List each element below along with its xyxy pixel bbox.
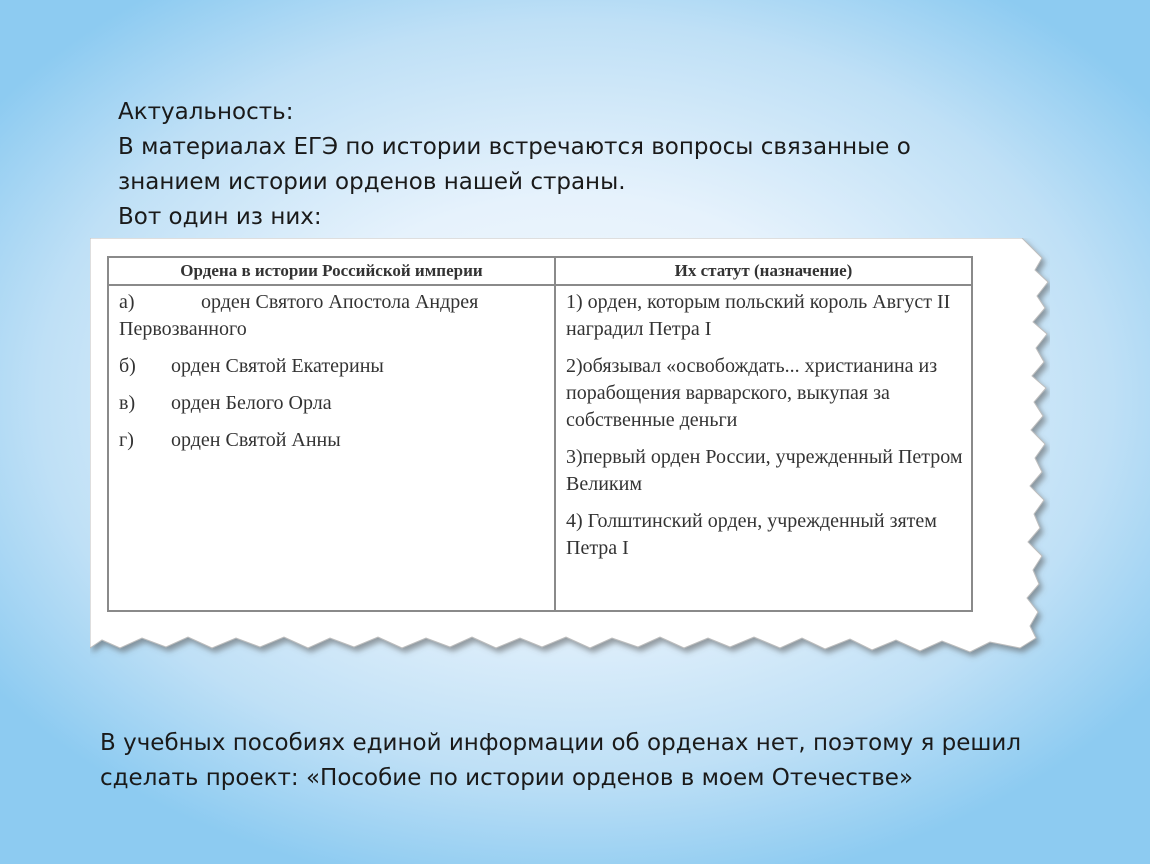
list-item: 3)первый орден России, учрежденный Петром Великим bbox=[566, 446, 963, 495]
orders-cell bbox=[108, 285, 555, 611]
list-item bbox=[119, 390, 546, 417]
intro-line: Вот один из них: bbox=[118, 204, 322, 230]
item-marker: а) bbox=[119, 291, 135, 313]
item-marker: г) bbox=[119, 429, 134, 451]
item-text: орден Белого Орла bbox=[171, 392, 332, 414]
statute-cell bbox=[555, 285, 972, 611]
list-item bbox=[119, 353, 546, 380]
item-text: орден Святого Апостола Андрея Первозванного bbox=[119, 291, 479, 340]
orders-table bbox=[107, 256, 973, 612]
column-header-orders: Ордена в истории Российской империи bbox=[108, 257, 555, 285]
table-row bbox=[108, 285, 972, 611]
item-text: орден Святой Анны bbox=[171, 429, 341, 451]
item-marker: в) bbox=[119, 392, 136, 414]
item-text: орден Святой Екатерины bbox=[171, 355, 384, 377]
intro-heading: Актуальность: bbox=[118, 99, 294, 125]
conclusion-text: В учебных пособиях единой информации об орденах нет, поэтому я решил сделать проект: «Пособие по истории орденов в моем Отечестве» bbox=[100, 730, 1022, 791]
table-header-row bbox=[108, 257, 972, 285]
column-header-statute: Их статут (назначение) bbox=[555, 257, 972, 285]
list-item bbox=[119, 289, 546, 343]
list-item: 4) Голштинский орден, учрежденный зятем Петра I bbox=[566, 510, 937, 559]
intro-line: знанием истории орденов нашей страны. bbox=[118, 169, 626, 195]
list-item: 2)обязывал «освобождать... христианина из порабощения варварского, выкупая за собственные деньги bbox=[566, 355, 938, 431]
list-item: 1) орден, которым польский король Август II наградил Петра I bbox=[566, 291, 951, 340]
intro-block bbox=[118, 95, 1018, 235]
intro-line: В материалах ЕГЭ по истории встречаются вопросы связанные о bbox=[118, 134, 911, 160]
item-marker: б) bbox=[119, 355, 136, 377]
list-item bbox=[119, 427, 546, 454]
